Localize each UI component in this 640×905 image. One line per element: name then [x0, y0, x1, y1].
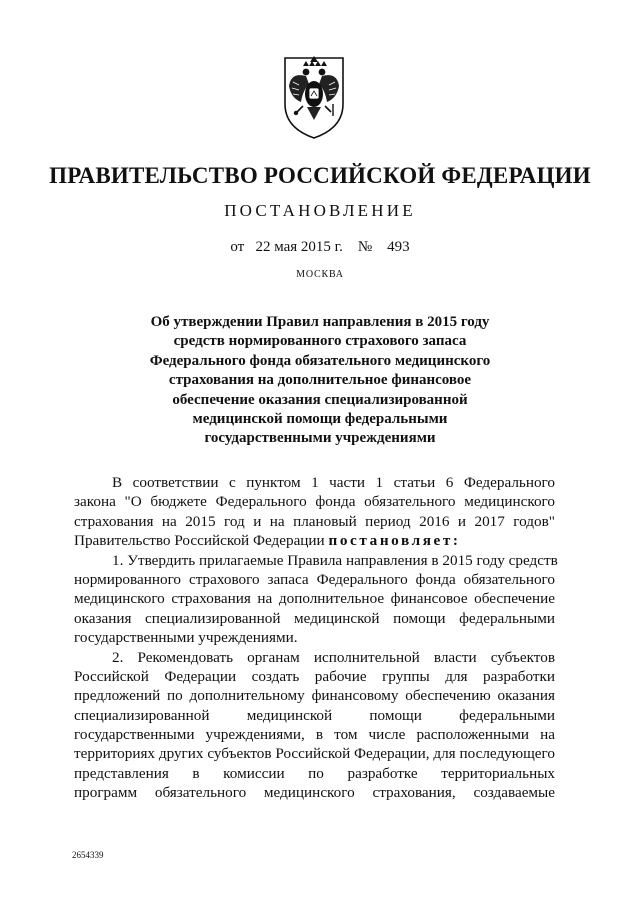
subject-line: Об утверждении Правил направления в 2015 году — [150, 314, 490, 330]
body-line: Российской Федерации создать рабочие группы для разработки — [74, 667, 555, 685]
body-line: 2. Рекомендовать органам исполнительной власти субъектов — [112, 648, 555, 666]
date-prefix: от — [230, 239, 245, 255]
body-line: закона "О бюджете Федерального фонда обязательного медицинского — [74, 493, 555, 511]
coat-of-arms-icon — [273, 52, 355, 142]
body-line: специализированной медицинской помощи федеральными — [74, 706, 555, 724]
body-line: 1. Утвердить прилагаемые Правила направления в 2015 году средств — [112, 551, 558, 569]
subject-line: обеспечение оказания специализированной — [172, 391, 468, 408]
subject-line: Федерального фонда обязательного медицинского — [149, 352, 491, 369]
document-body — [74, 473, 558, 803]
subject-line: страхования на дополнительное финансовое — [168, 372, 472, 389]
date-number-line — [0, 239, 640, 256]
body-line: медицинского страхования на дополнительное финансовое обеспечение — [74, 590, 555, 608]
body-line: представления в комиссии по разработке территориальных — [74, 764, 555, 782]
body-line: оказания специализированной медицинской помощи федеральными — [74, 609, 555, 627]
document-date: 22 мая 2015 г. — [255, 239, 343, 255]
body-line: В соответствии с пунктом 1 части 1 статьи 6 Федерального — [112, 474, 555, 491]
subject-line: медицинской помощи федеральными — [192, 411, 448, 428]
body-line: предложений по дополнительному финансовому обеспечению оказания — [74, 687, 555, 705]
body-line: нормированного страхового запаса Федерального фонда обязательного — [74, 570, 555, 588]
city-label: МОСКВА — [296, 269, 344, 280]
decree-verb: постановляет: — [328, 532, 461, 550]
body-line: страхования на 2015 год и на плановый период 2016 и 2017 годов" — [74, 512, 555, 530]
government-title: ПРАВИТЕЛЬСТВО РОССИЙСКОЙ ФЕДЕРАЦИИ — [49, 163, 591, 188]
document-number: 493 — [387, 239, 410, 255]
document-type: ПОСТАНОВЛЕНИЕ — [224, 201, 416, 220]
subject-line: государственными учреждениями — [204, 430, 436, 447]
number-sign: № — [357, 239, 373, 255]
body-line: территориях других субъектов Российской Федерации, для последующего — [74, 745, 555, 763]
body-line: государственными учреждениями, в том числе расположенными на — [74, 726, 555, 744]
document-subject — [120, 313, 520, 449]
body-line-text: Правительство Российской Федерации — [74, 532, 329, 550]
body-line — [74, 531, 555, 550]
subject-line: средств нормированного страхового запаса — [173, 333, 467, 350]
document-code: 2654339 — [72, 850, 104, 860]
body-line: государственными учреждениями. — [74, 629, 298, 647]
body-line: программ обязательного медицинского страхования, создаваемые — [74, 784, 555, 802]
